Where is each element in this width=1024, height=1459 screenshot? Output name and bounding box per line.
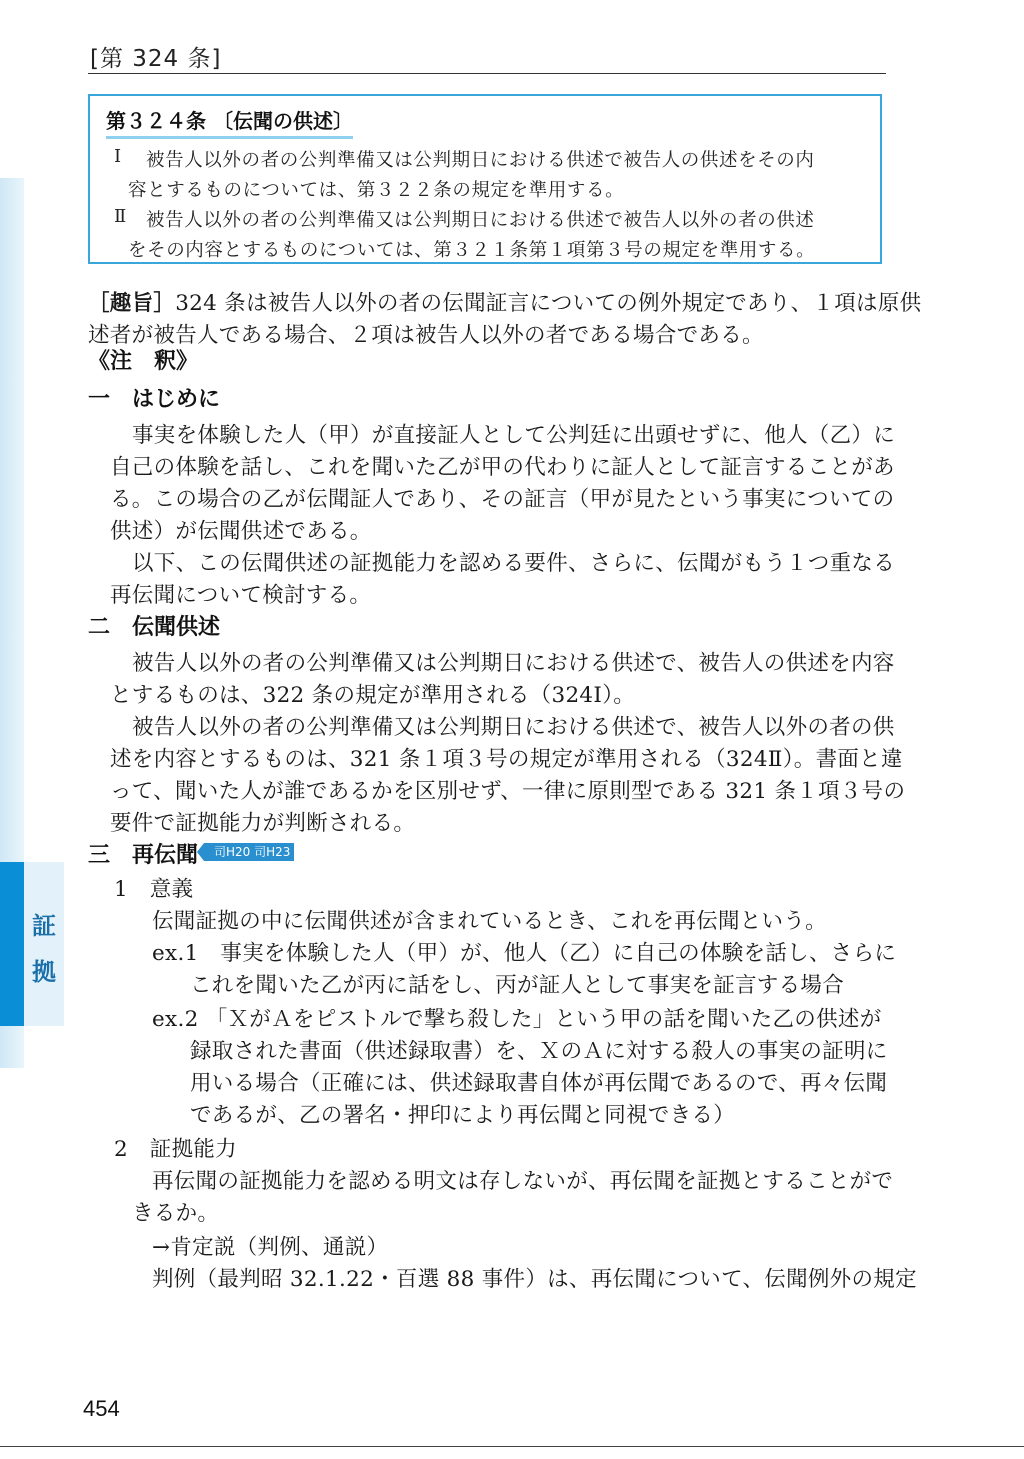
purpose-label: ［趣旨］ (88, 291, 176, 316)
s1-p2-line-1: 以下、この伝聞供述の証拠能力を認める要件、さらに、伝聞がもう１つ重なる (132, 551, 896, 576)
exam-reference-badge: 司H20 司H23 (204, 843, 294, 861)
s3-sub1-text: 伝聞証拠の中に伝聞供述が含まれているとき、これを再伝聞という。 (152, 909, 827, 934)
footer-divider (0, 1446, 1024, 1447)
s1-p1-line-3: る。この場合の乙が伝聞証人であり、その証言（甲が見たという事実についての (110, 487, 895, 512)
s2-p1-line-2: とするものは、322 条の規定が準用される（324Ⅰ）。 (110, 683, 636, 708)
page-number: 454 (83, 1396, 120, 1421)
clause-2-line-2: をその内容とするものについては、第３２１条第１項第３号の規定を準用する。 (128, 240, 816, 261)
s1-p1-line-1: 事実を体験した人（甲）が直接証人として公判廷に出頭せずに、他人（乙）に (132, 423, 896, 448)
purpose-text-1: 324 条は被告人以外の者の伝聞証言についての例外規定であり、１項は原供 (175, 291, 922, 316)
s3-ex2-line-4: であるが、乙の署名・押印により再伝聞と同視できる） (190, 1103, 736, 1128)
article-heading: 第３２４条 〔伝聞の供述〕 (106, 105, 353, 139)
notes-heading: 《注 釈》 (88, 349, 199, 374)
clause-2-line-1: 被告人以外の者の公判準備又は公判期日における供述で被告人以外の者の供述 (146, 210, 815, 231)
s3-ex1-line-1: ex.1 事実を体験した人（甲）が、他人（乙）に自己の体験を話し、さらに (152, 941, 897, 966)
clause-number-1: Ⅰ (114, 146, 122, 167)
s3-ex2-line-2: 録取された書面（供述録取書）を、ＸのＡに対する殺人の事実の証明に (190, 1039, 888, 1064)
s3-ex1-line-2: これを聞いた乙が丙に話をし、丙が証人として事実を証言する場合 (190, 973, 845, 998)
s3-sub2-line-2: きるか。 (132, 1201, 220, 1226)
s3-sub2-title: 2 証拠能力 (114, 1137, 237, 1162)
s2-p2-line-2: 述を内容とするものは、321 条１項３号の規定が準用される（324Ⅱ）。書面と違 (110, 747, 903, 772)
section-1-heading: 一 はじめに (88, 387, 221, 412)
section-2-heading: 二 伝聞供述 (88, 615, 221, 640)
section-3-heading: 三 再伝聞 (88, 843, 199, 868)
side-tab-label-2: 拠 (32, 958, 56, 986)
clause-1-line-1: 被告人以外の者の公判準備又は公判期日における供述で被告人の供述をその内 (146, 150, 815, 171)
side-tab-label-1: 証 (32, 912, 56, 940)
purpose-line-2: 述者が被告人である場合、２項は被告人以外の者である場合である。 (88, 323, 764, 348)
s1-p1-line-2: 自己の体験を話し、これを聞いた乙が甲の代わりに証人として証言することがあ (110, 455, 895, 480)
clause-number-2: Ⅱ (114, 206, 127, 227)
s3-sub2-line-1: 再伝聞の証拠能力を認める明文は存しないが、再伝聞を証拠とすることがで (152, 1169, 894, 1194)
clause-1-line-2: 容とするものについては、第３２２条の規定を準用する。 (128, 180, 625, 201)
s2-p2-line-1: 被告人以外の者の公判準備又は公判期日における供述で、被告人以外の者の供 (132, 715, 895, 740)
s3-sub1-title: 1 意義 (114, 877, 194, 902)
s1-p2-line-2: 再伝聞について検討する。 (110, 583, 372, 608)
s3-sub2-arrow-line: →肯定説（判例、通説） (152, 1235, 389, 1260)
s3-sub2-last-line: 判例（最判昭 32.1.22・百選 88 事件）は、再伝聞について、伝聞例外の規定 (152, 1267, 917, 1292)
side-index-tab-marker (0, 862, 24, 1026)
s3-ex2-line-1: ex.2 「ＸがＡをピストルで撃ち殺した」という甲の話を聞いた乙の供述が (152, 1007, 882, 1032)
s2-p1-line-1: 被告人以外の者の公判準備又は公判期日における供述で、被告人の供述を内容 (132, 651, 895, 676)
purpose-line-1 (88, 286, 921, 317)
page-section-header: [第 324 条] (90, 46, 222, 72)
s3-ex2-line-3: 用いる場合（正確には、供述録取書自体が再伝聞であるので、再々伝聞 (190, 1071, 888, 1096)
header-divider (88, 73, 886, 74)
s2-p2-line-3: って、聞いた人が誰であるかを区別せず、一律に原則型である 321 条１項３号の (110, 779, 906, 804)
s2-p2-line-4: 要件で証拠能力が判断される。 (110, 811, 416, 836)
s1-p1-line-4: 供述）が伝聞供述である。 (110, 519, 372, 544)
